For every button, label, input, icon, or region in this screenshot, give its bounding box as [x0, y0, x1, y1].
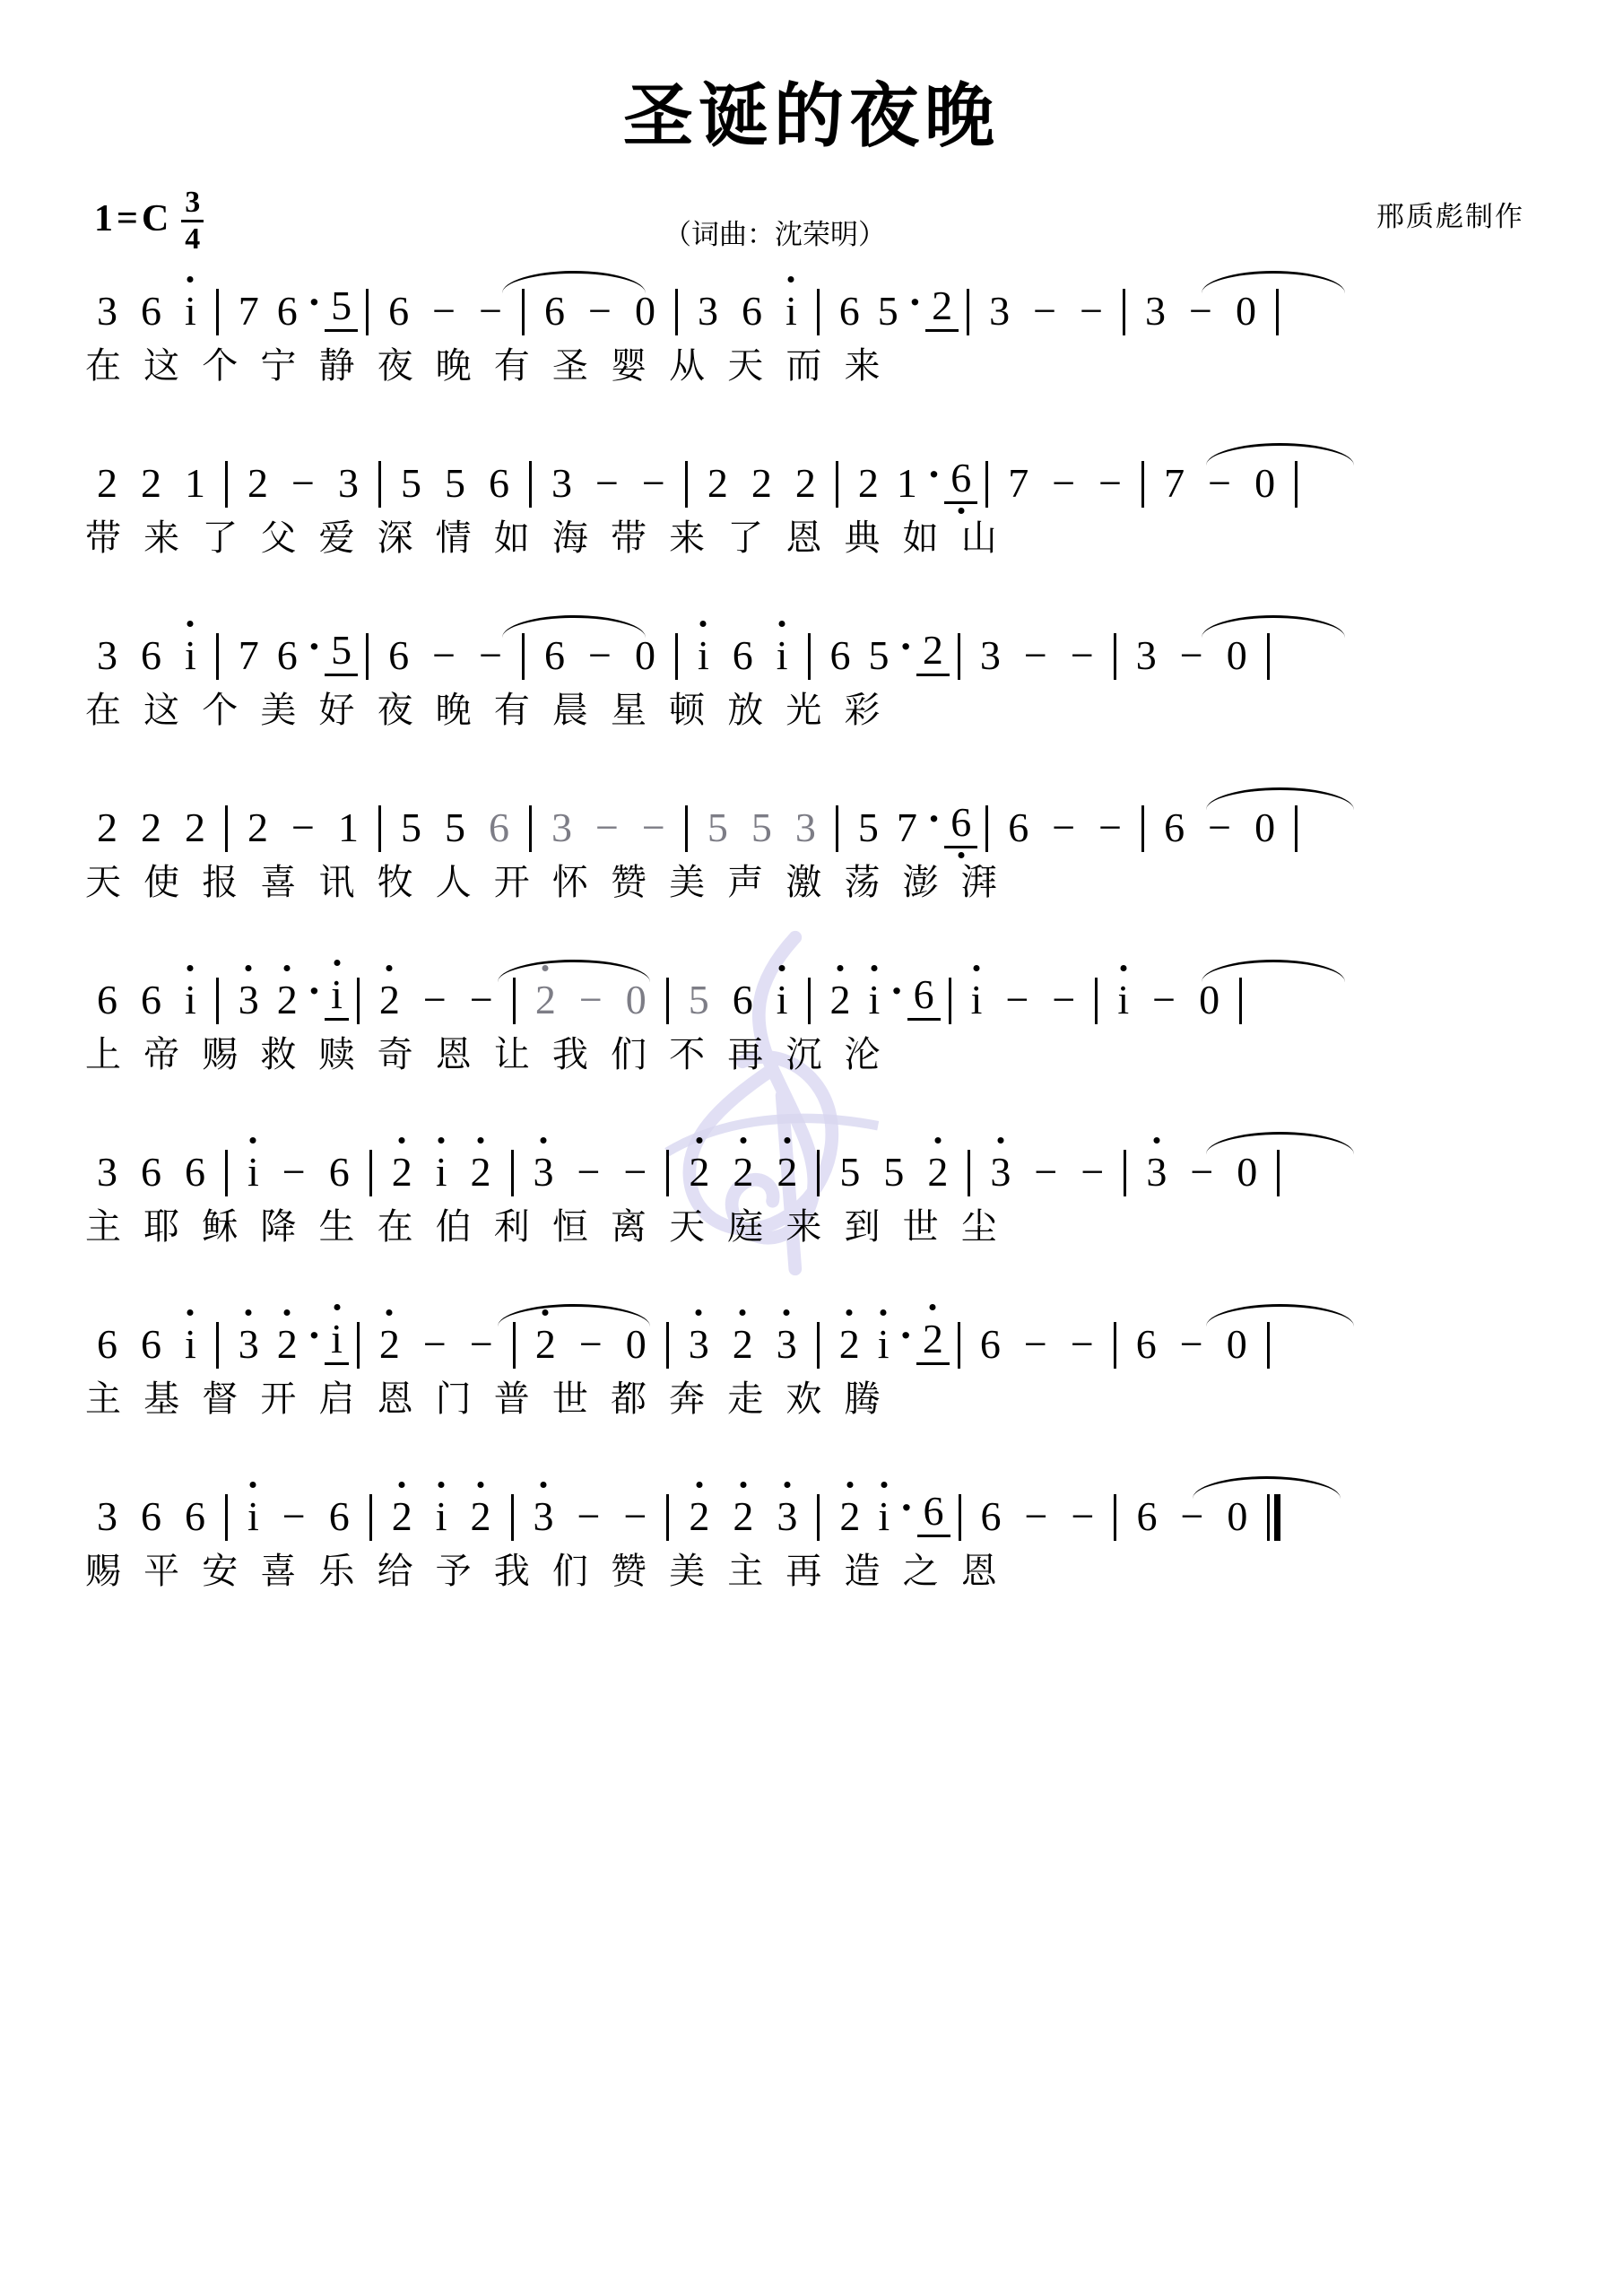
- music-systems: [0, 267, 1623, 1589]
- music-system-3: [0, 612, 1623, 728]
- key-letter: C: [141, 198, 169, 240]
- key-equals: =: [117, 198, 138, 240]
- time-signature-denominator: 4: [185, 222, 201, 256]
- system-2-lyrics: 带 来 了 父 爱 深 情 如 海 带 来 了 恩 典 如 山: [85, 518, 1003, 558]
- music-system-6: [0, 1128, 1623, 1245]
- page-title: 圣诞的夜晚: [622, 76, 1000, 155]
- system-4-notes: 2 2 2 2 − 1 5 5 6 3 − − 5 5 3 5 7 · 6 6 − − 6 − 0: [85, 784, 1538, 848]
- system-1-lyrics: 在 这 个 宁 静 夜 晚 有 圣 婴 从 天 而 来: [85, 346, 887, 386]
- system-1-notes: 3 6 i 7 6 · 5 6 − − 6 − 0 3 6 i 6 5 · 2 3 − − 3 − 0: [85, 267, 1538, 332]
- key-prefix: 1: [94, 198, 113, 240]
- music-system-2: [0, 439, 1623, 556]
- time-signature-numerator: 3: [181, 187, 204, 222]
- composer-credit: （词曲：沈荣明）: [664, 219, 886, 250]
- system-3-notes: 3 6 i 7 6 · 5 6 − − 6 − 0 i 6 i 6 5 · 2 3 − − 3 − 0: [85, 612, 1538, 676]
- system-8-notes: 3 6 6 i − 6 2 i 2 3 − − 2 2 3 2 i · 6 6 − − 6 − 0: [85, 1473, 1538, 1537]
- system-7-notes: 6 6 i 3 2 · i 2 − − 2 − 0 3 2 3 2 i · 2 6 − − 6 − 0: [85, 1300, 1538, 1365]
- music-system-7: [0, 1300, 1623, 1417]
- music-system-8: [0, 1473, 1623, 1589]
- system-2-notes: 2 2 1 2 − 3 5 5 6 3 − − 2 2 2 2 1 · 6 7 − − 7 − 0: [85, 439, 1538, 504]
- music-system-5: [0, 956, 1623, 1073]
- final-barline: [1267, 1494, 1280, 1541]
- system-5-notes: 6 6 i 3 2 · i 2 − − 2 − 0 5 6 i 2 i · 6 i − − i − 0: [85, 956, 1538, 1021]
- music-system-4: [0, 784, 1623, 900]
- arranger-credit: 邢质彪制作: [1376, 201, 1524, 232]
- system-5-lyrics: 上 帝 赐 救 赎 奇 恩 让 我 们 不 再 沉 沦: [85, 1035, 887, 1074]
- key-signature: [94, 185, 204, 256]
- system-8-lyrics: 赐 平 安 喜 乐 给 予 我 们 赞 美 主 再 造 之 恩: [85, 1552, 1003, 1591]
- score-meta-row: [0, 178, 1623, 258]
- time-signature: [181, 187, 204, 255]
- music-system-1: [0, 267, 1623, 384]
- system-6-lyrics: 主 耶 稣 降 生 在 伯 利 恒 离 天 庭 来 到 世 尘: [85, 1207, 1003, 1247]
- system-3-lyrics: 在 这 个 美 好 夜 晚 有 晨 星 顿 放 光 彩: [85, 691, 887, 730]
- system-4-lyrics: 天 使 报 喜 讯 牧 人 开 怀 赞 美 声 激 荡 澎 湃: [85, 863, 1003, 902]
- system-6-notes: 3 6 6 i − 6 2 i 2 3 − − 2 2 2 5 5 2 3 − − 3 − 0: [85, 1128, 1538, 1193]
- system-7-lyrics: 主 基 督 开 启 恩 门 普 世 都 奔 走 欢 腾: [85, 1379, 887, 1419]
